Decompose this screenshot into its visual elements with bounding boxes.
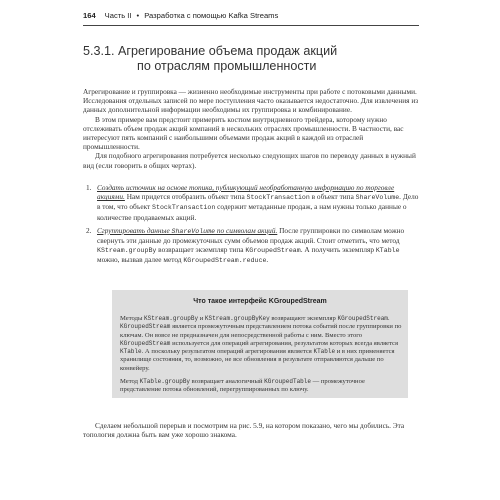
code-span: KGroupedStream.reduce xyxy=(183,257,267,265)
sidebar-text: — промежуточное представление потока обновлений, перегруппированных по ключу. xyxy=(120,378,365,394)
list-item xyxy=(83,226,419,266)
code-span: KGroupedStream xyxy=(120,323,171,331)
header-bullet: • xyxy=(136,11,140,20)
sidebar-paragraph xyxy=(120,378,402,395)
paragraph: Агрегирование и группировка — жизненно необходимые инструменты при работе с потоковыми данными. Исследования отдельных записей по мере поступления часто оказывается недостаточно. Для извлечения из данных дополнительной информации необходимы их группировка и комбинирование. xyxy=(83,87,419,115)
sidebar-text: Метод xyxy=(120,378,140,386)
code-span: KStream.groupBy xyxy=(97,247,157,255)
list-item xyxy=(83,183,419,222)
sidebar-text: возвращают экземпляр xyxy=(269,315,338,322)
section-title xyxy=(83,44,423,74)
sidebar-text: . А поскольку результатом операций агрегирования является xyxy=(141,348,314,356)
intro-text xyxy=(83,87,419,170)
steps-list xyxy=(83,183,419,266)
step-text: После группировки по символам можно свернуть эти данные до промежуточных сумм объемов продаж акций. Стоит отметить, что метод xyxy=(97,225,405,246)
sidebar-text: . xyxy=(387,315,390,322)
code-span: StockTransaction xyxy=(152,204,216,212)
code-span: KStream.groupBy xyxy=(144,315,199,322)
sidebar-text: является промежуточным представлением потока событий после группировки по ключам. Он вовсе не предназначен для непосредственной работы с ним. Вместо этого xyxy=(120,323,402,339)
list-number: 1. xyxy=(86,183,92,192)
step-text: можно, вызвав далее метод xyxy=(97,255,184,265)
part-label: Часть II xyxy=(104,11,132,20)
paragraph: Сделаем небольшой перерыв и посмотрим на рис. 5.9, на котором показано, чего мы добились. Эта топология должна быть вам уже хорошо знакома. xyxy=(83,421,405,440)
code-span: KGroupedStream xyxy=(245,247,301,255)
code-span: KTable xyxy=(375,247,400,255)
sidebar-box xyxy=(112,290,408,398)
sidebar-text: возвращает аналогичный xyxy=(190,378,265,386)
code-span: KStream.groupByKey xyxy=(204,315,270,322)
sidebar-paragraph xyxy=(120,315,402,373)
page-number: 164 xyxy=(83,11,96,20)
paragraph: Для подобного агрегирования потребуется несколько следующих шагов по переводу данных в нужный вид (если говорить в общих чертах). xyxy=(83,151,416,170)
header-rule xyxy=(83,25,419,26)
step-text: . Дело в том, что объект xyxy=(97,192,419,212)
code-span: KGroupedStream xyxy=(337,315,388,322)
code-span: ShareVolume xyxy=(171,227,216,235)
code-span: KGroupedStream xyxy=(120,339,171,347)
step-lead: по символам акций. xyxy=(215,225,278,235)
step-text: . А получить экземпляр xyxy=(300,245,376,255)
section-title-line1: 5.3.1. Агрегирование объема продаж акций xyxy=(83,44,338,58)
step-lead: Сгруппировать данные xyxy=(97,225,172,235)
code-span: KTable xyxy=(120,348,142,356)
sidebar-text: используется для операций агрегирования, результатом которых всегда является xyxy=(170,339,399,347)
sidebar-text: Методы xyxy=(120,315,145,322)
sidebar-text: и xyxy=(198,315,205,322)
step-text: возвращает экземпляр типа xyxy=(156,245,246,255)
step-text: Нам придется отобразить объект типа xyxy=(124,192,247,202)
step-text: . xyxy=(266,255,269,265)
code-span: KTable.groupBy xyxy=(139,378,191,386)
code-span: ShareVolume xyxy=(355,194,400,202)
section-title-line2: по отраслям промышленности xyxy=(137,59,317,73)
step-lead: Создать источник на основе топика, публикующий необработанную информацию по торговле акциями. xyxy=(97,183,395,202)
step-text: содержит метаданные продаж, а нам нужны только данные о количестве продаваемых акций. xyxy=(97,202,407,222)
step-text: в объект типа xyxy=(309,192,356,202)
sidebar-title: Что такое интерфейс KGroupedStream xyxy=(193,298,327,305)
code-span: StockTransaction xyxy=(246,194,310,202)
code-span: KGroupedTable xyxy=(264,378,311,386)
paragraph: В этом примере вам предстоит примерить костюм внутридневного трейдера, которому нужно отслеживать объем продаж акций компаний в нескольких отраслях промышленности. В частности, вас интересуют пять компаний с наибольшими объемами продаж акций в каждой из отраслей промышленности. xyxy=(83,114,404,152)
sidebar-body xyxy=(120,315,402,395)
chapter-title: Разработка с помощью Kafka Streams xyxy=(144,11,279,20)
sidebar-text: и в них применяется хранилище состояния, то, возможно, не все обновления в результате отправляются дальше по конвейеру. xyxy=(120,348,395,372)
list-number: 2. xyxy=(86,225,92,235)
outro-text xyxy=(83,421,419,439)
code-span: KTable xyxy=(313,348,336,356)
